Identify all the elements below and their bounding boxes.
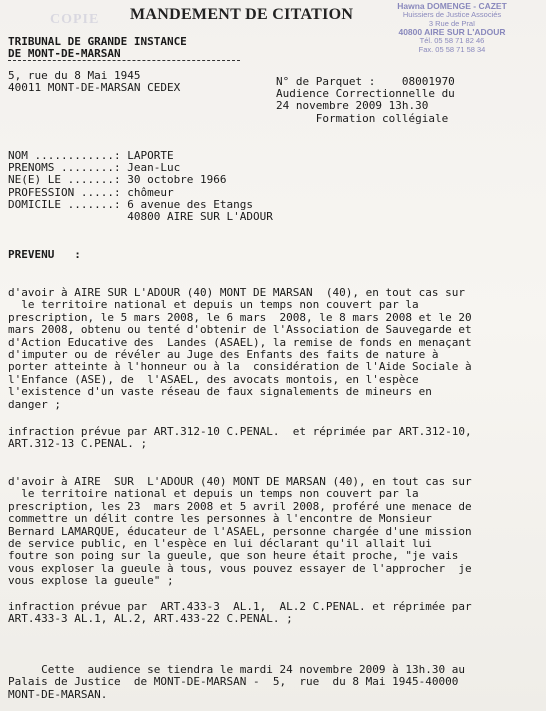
charge-line: prescription, les 23 mars 2008 et 5 avril 2008, proféré une menace de: [8, 499, 472, 513]
charge-line: l'Enfance (ASE), de l'ASAEL, des avocats montois, en l'espèce: [8, 372, 419, 386]
charge-1-text: [8, 287, 532, 411]
charge-1-infraction: [8, 426, 532, 451]
charge-line: le territoire national et depuis un temps non couvert par la: [8, 298, 419, 312]
infraction-line: infraction prévue par ART.433-3 AL.1, AL.2 C.PENAL. et réprimée par: [8, 600, 472, 613]
stamp-line: 40800 AIRE SUR L'ADOUR: [398, 27, 506, 38]
charge-line: d'imputer ou de révéler au Juge des Enfants des faits de nature à: [8, 348, 439, 362]
stamp-line: Tél. 05 58 71 82 46: [419, 36, 485, 46]
court-name: [8, 36, 187, 60]
identity-line: PROFESSION .....: chômeur: [8, 185, 174, 199]
hearing-notice: [8, 664, 532, 701]
court-address: [8, 70, 180, 94]
charge-line: vous explose la gueule" ;: [8, 574, 174, 588]
court-divider: [8, 60, 240, 61]
stamp-line: Fax. 05 58 71 58 34: [418, 44, 486, 54]
address-line: 40011 MONT-DE-MARSAN CEDEX: [8, 81, 181, 95]
stamp-line: 3 Rue de Praï: [428, 18, 476, 28]
charge-line: prescription, le 5 mars 2008, le 6 mars 2008, le 8 mars 2008 et le 20: [8, 310, 472, 324]
charge-line: commettre un délit contre les personnes à l'encontre de Monsieur: [8, 512, 432, 526]
charge-line: d'avoir à AIRE SUR L'ADOUR (40) MONT DE MARSAN (40), en tout cas sur: [8, 286, 465, 299]
charge-line: de service public, en l'espèce en lui déclarant qu'il allait lui: [8, 537, 432, 551]
charge-line: Bernard LAMARQUE, éducateur de l'ASAEL, personne chargée d'une mission: [8, 524, 472, 538]
infraction-line: ART.312-13 C.PENAL. ;: [8, 437, 148, 451]
charge-line: mars 2008, obtenu ou tenté d'obtenir de l'Association de Sauvegarde et: [8, 323, 472, 337]
prevenu-label: PREVENU :: [8, 248, 81, 261]
charge-line: d'avoir à AIRE SUR L'ADOUR (40) MONT DE MARSAN (40), en tout cas sur: [8, 475, 472, 488]
charge-2-infraction: [8, 601, 532, 626]
charge-line: l'existence d'un vaste réseau de faux signalements de mineurs en: [8, 385, 432, 399]
parquet-line: Formation collégiale: [276, 111, 449, 125]
parquet-line: N° de Parquet : 08001970: [276, 75, 455, 88]
charge-2-text: [8, 476, 532, 588]
charge-line: porter atteinte à l'honneur ou à la considération de l'Aide Sociale à: [8, 360, 472, 374]
infraction-line: ART.433-3 AL.1, AL.2, ART.433-22 C.PENAL. ;: [8, 612, 293, 626]
charge-line: le territoire national et depuis un temps non couvert par la: [8, 487, 419, 501]
closing-line: MONT-DE-MARSAN.: [8, 687, 108, 701]
document-title: MANDEMENT DE CITATION: [130, 6, 354, 23]
charge-line: danger ;: [8, 397, 61, 411]
charge-line: d'Action Educative des Landes (ASAEL), la remise de fonds en menaçant: [8, 335, 472, 349]
charge-line: foutre son poing sur la gueule, que son heure était proche, "je vais: [8, 549, 459, 563]
identity-line: 40800 AIRE SUR L'ADOUR: [8, 210, 273, 224]
charge-line: vous exploser la gueule à tous, vous pouvez essayer de l'approcher je: [8, 561, 472, 575]
closing-line: Palais de Justice de MONT-DE-MARSAN - 5, rue du 8 Mai 1945-40000: [8, 675, 459, 689]
parquet-line: 24 novembre 2009 13h.30: [276, 99, 429, 113]
parquet-info: [276, 76, 455, 125]
parquet-line: Audience Correctionnelle du: [276, 87, 455, 101]
closing-line: Cette audience se tiendra le mardi 24 novembre 2009 à 13h.30 au: [8, 663, 465, 676]
infraction-line: infraction prévue par ART.312-10 C.PENAL. et réprimée par ART.312-10,: [8, 425, 472, 438]
defendant-identity: [8, 150, 273, 223]
address-line: 5, rue du 8 Mai 1945: [8, 69, 141, 82]
faded-stamp-mark: COPIE: [50, 12, 100, 27]
identity-line: NE(E) LE .......: 30 octobre 1966: [8, 173, 227, 187]
court-line: DE MONT-DE-MARSAN: [8, 47, 121, 61]
court-line: TRIBUNAL DE GRANDE INSTANCE: [8, 35, 187, 48]
bailiff-stamp: [363, 2, 541, 72]
identity-line: NOM ............: LAPORTE: [8, 149, 174, 162]
stamp-line: Hawna DOMENGE - CAZET: [397, 1, 507, 11]
identity-line: DOMICILE .......: 6 avenue des Etangs: [8, 197, 254, 211]
stamp-line: Huissiers de Justice Associés: [402, 9, 502, 19]
identity-line: PRENOMS ........: Jean-Luc: [8, 161, 181, 175]
